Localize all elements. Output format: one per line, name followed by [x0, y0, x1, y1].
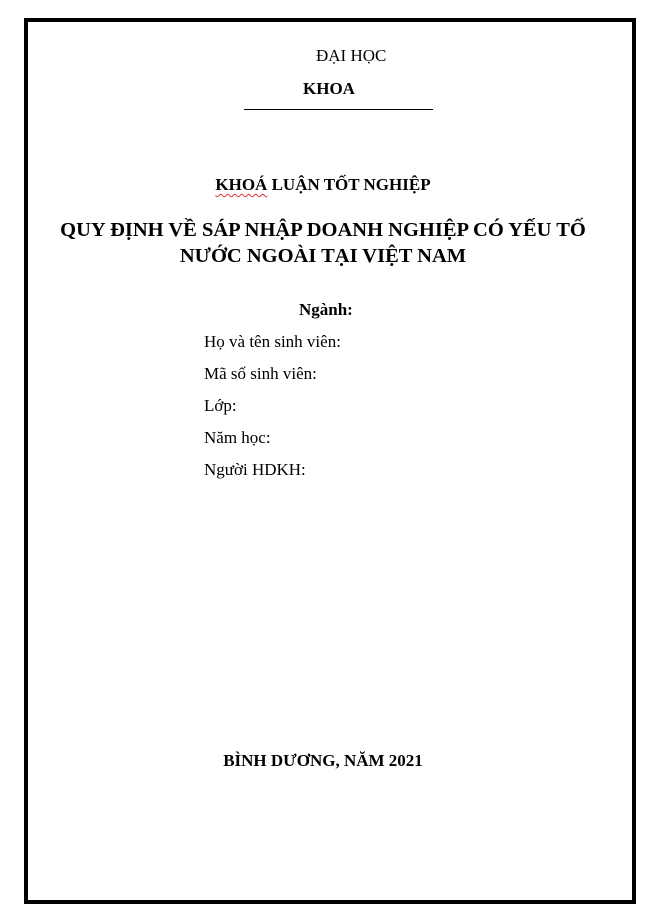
thesis-title: [0, 217, 646, 269]
student-name-field: Họ và tên sinh viên:: [204, 332, 341, 351]
place-and-year: BÌNH DƯƠNG, NĂM 2021: [223, 751, 423, 770]
thesis-title-line-2: NƯỚC NGOÀI TẠI VIỆT NAM: [179, 245, 467, 267]
academic-year-field: Năm học:: [204, 428, 271, 447]
spellcheck-flagged-word: KHOÁ: [215, 175, 268, 194]
thesis-title-line-1: QUY ĐỊNH VỀ SÁP NHẬP DOANH NGHIỆP CÓ YẾU TỐ: [60, 219, 586, 241]
header-divider: [244, 109, 433, 110]
major-label: Ngành:: [299, 300, 353, 319]
class-field: Lớp:: [204, 396, 237, 415]
faculty-name: KHOA: [303, 79, 355, 98]
university-name: ĐẠI HỌC: [316, 46, 387, 65]
thesis-type-label-rest: LUẬN TỐT NGHIỆP: [267, 175, 431, 194]
supervisor-field: Người HDKH:: [204, 460, 306, 479]
thesis-type-label: [0, 175, 646, 195]
student-id-field: Mã số sinh viên:: [204, 364, 317, 383]
student-info-list: [204, 331, 341, 491]
